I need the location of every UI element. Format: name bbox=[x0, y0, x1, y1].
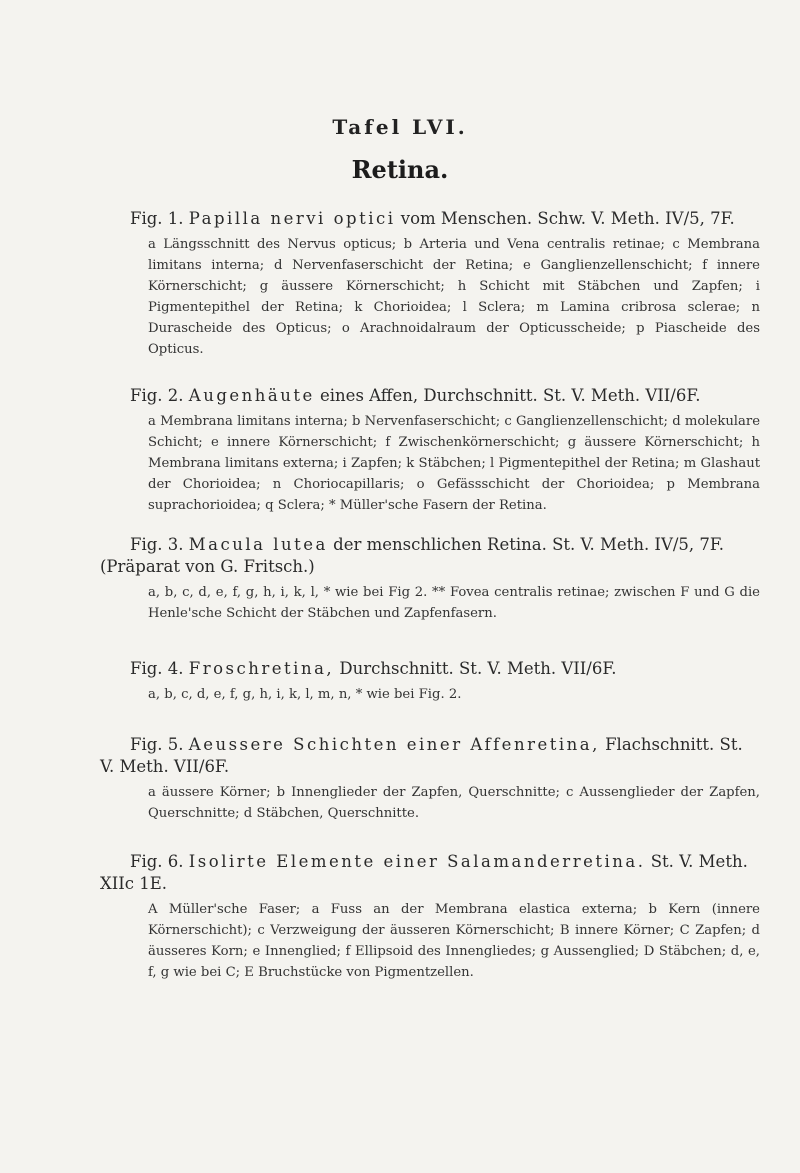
figure-1-entry bbox=[0, 208, 800, 360]
figure-1-legend bbox=[0, 234, 800, 360]
figure-2-details: eines Affen, Durchschnitt. St. V. Meth. VII/6F. bbox=[320, 386, 701, 405]
figure-2-name: Augenhäute bbox=[188, 386, 315, 405]
figure-3-details: der menschlichen Retina. St. V. Meth. IV/5, 7F. (Präparat von G. Fritsch.) bbox=[100, 535, 725, 576]
subject-title: Retina. bbox=[351, 155, 449, 184]
figure-6-heading bbox=[0, 851, 800, 895]
figure-5-legend bbox=[0, 782, 800, 824]
figure-4-legend bbox=[0, 684, 800, 705]
figure-4-number: Fig. 4. bbox=[130, 659, 184, 678]
figure-4-entry bbox=[0, 658, 800, 705]
figure-4-details: Durchschnitt. St. V. Meth. VII/6F. bbox=[339, 659, 617, 678]
figure-5-details: Flachschnitt. St. V. Meth. VII/6F. bbox=[100, 735, 743, 776]
figure-4-legend-text: a, b, c, d, e, f, g, h, i, k, l, m, n, * wie bei Fig. 2. bbox=[148, 687, 462, 702]
figure-1-name: Papilla nervi optici bbox=[188, 209, 396, 228]
figure-2-entry bbox=[0, 385, 800, 516]
figure-5-name: Aeussere Schichten einer Affenretina, bbox=[188, 735, 600, 754]
figure-3-name: Macula lutea bbox=[188, 535, 328, 554]
figure-6-number: Fig. 6. bbox=[130, 852, 184, 871]
figure-2-legend-text: a Membrana limitans interna; b Nervenfaserschicht; c Ganglienzellenschicht; d molekulare Schicht; e innere Körnerschicht; f Zwischenkörnerschicht; g äussere Körnerschicht; h Membrana limitans externa; i Zapfen; k Stäbchen; l Pigmentepithel der Retina; m Glashaut der Chorioidea; n Choriocapillaris; o Gefässschicht der Chorioidea; p Membrana suprachorioidea; q Sclera; * Müller'sche Fasern der Retina. bbox=[148, 414, 760, 513]
figure-6-entry bbox=[0, 851, 800, 983]
figure-3-legend-text: a, b, c, d, e, f, g, h, i, k, l, * wie bei Fig 2. ** Fovea centralis retinae; zwischen F und G die Henle'sche Schicht der Stäbchen und Zapfenfasern. bbox=[148, 585, 760, 621]
figure-5-heading bbox=[0, 734, 800, 778]
figure-1-heading bbox=[0, 208, 800, 230]
figure-5-entry bbox=[0, 734, 800, 824]
figure-6-legend bbox=[0, 899, 800, 983]
figure-6-name: Isolirte Elemente einer Salamanderretina. bbox=[188, 852, 646, 871]
figure-4-heading bbox=[0, 658, 800, 680]
figure-4-name: Froschretina, bbox=[188, 659, 335, 678]
figure-3-number: Fig. 3. bbox=[130, 535, 184, 554]
figure-1-legend-text: a Längsschnitt des Nervus opticus; b Arteria und Vena centralis retinae; c Membrana limitans interna; d Nervenfaserschicht der Retina; e Ganglienzellenschicht; f innere Körnerschicht; g äussere Körnerschicht; h Schicht mit Stäbchen und Zapfen; i Pigmentepithel der Retina; k Chorioidea; l Sclera; m Lamina cribrosa sclerae; n Durascheide des Opticus; o Arachnoidalraum der Opticusscheide; p Piascheide des Opticus. bbox=[148, 237, 760, 357]
figure-3-heading bbox=[0, 534, 800, 578]
figure-3-entry bbox=[0, 534, 800, 624]
figure-2-legend bbox=[0, 411, 800, 516]
plate-title: Tafel LVI. bbox=[332, 115, 468, 139]
figure-6-legend-text: A Müller'sche Faser; a Fuss an der Membrana elastica externa; b Kern (innere Körnerschicht); c Verzweigung der äusseren Körnerschicht; B innere Körner; C Zapfen; d äusseres Korn; e Innenglied; f Ellipsoid des Innengliedes; g Aussenglied; D Stäbchen; d, e, f, g wie bei C; E Bruchstücke von Pigmentzellen. bbox=[148, 902, 760, 980]
figure-1-number: Fig. 1. bbox=[130, 209, 184, 228]
figure-5-legend-text: a äussere Körner; b Innenglieder der Zapfen, Querschnitte; c Aussenglieder der Zapfen, Querschnitte; d Stäbchen, Querschnitte. bbox=[148, 785, 760, 821]
figure-3-legend bbox=[0, 582, 800, 624]
figure-2-heading bbox=[0, 385, 800, 407]
figure-2-number: Fig. 2. bbox=[130, 386, 184, 405]
figure-6-details: St. V. Meth. XIIc 1E. bbox=[100, 852, 748, 893]
figure-1-details: vom Menschen. Schw. V. Meth. IV/5, 7F. bbox=[400, 209, 735, 228]
figure-5-number: Fig. 5. bbox=[130, 735, 184, 754]
